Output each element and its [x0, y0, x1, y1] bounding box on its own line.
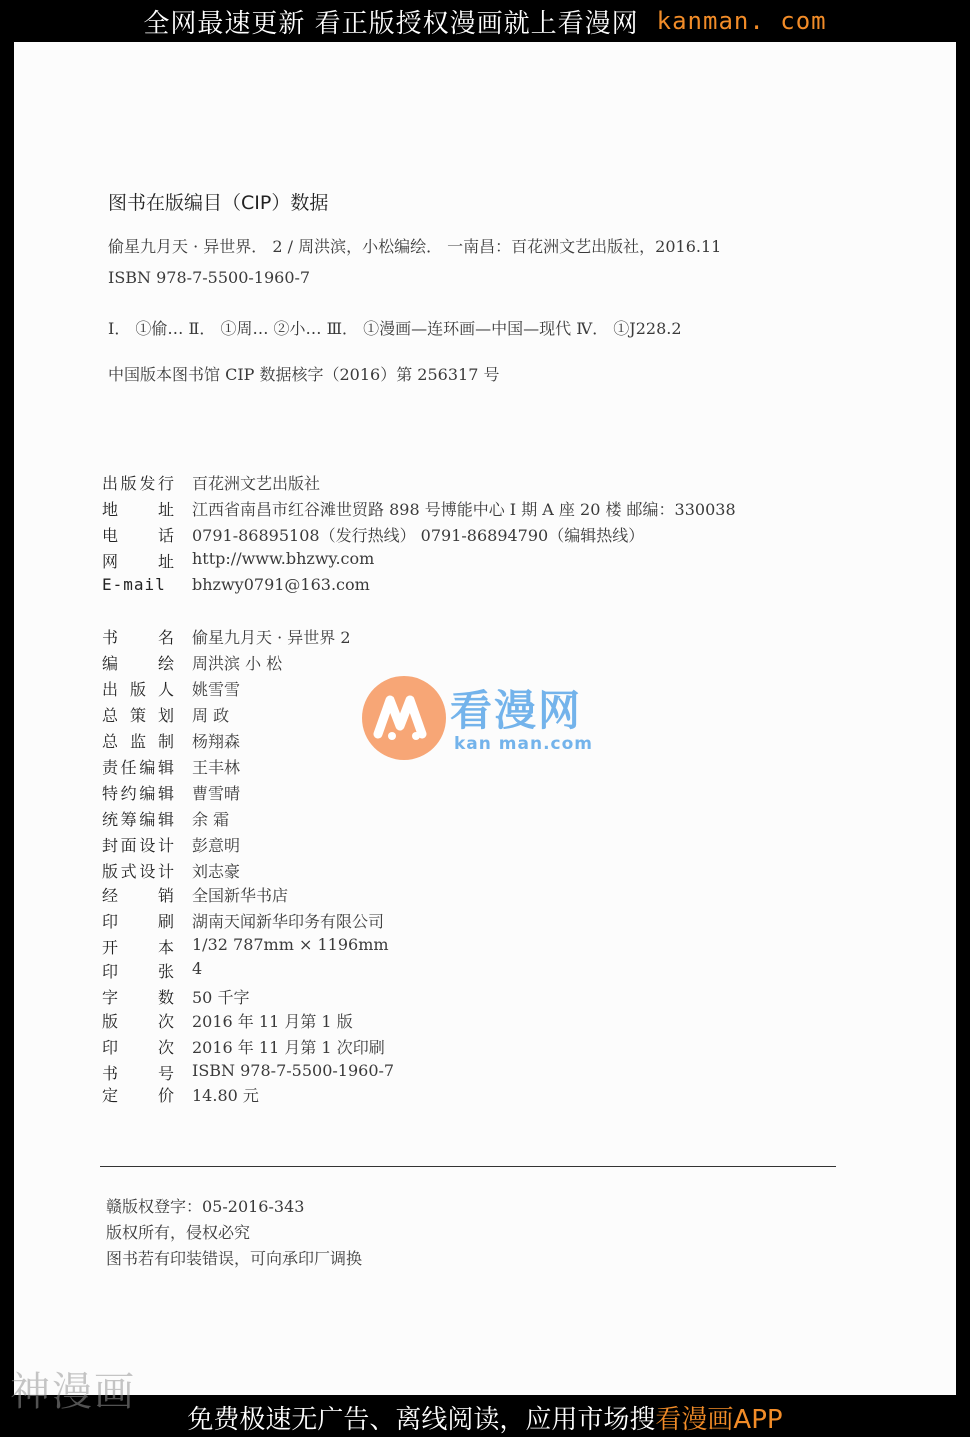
label-char: 设 [139, 836, 156, 855]
cip-classification: Ⅰ． ①偷… Ⅱ． ①周… ②小… Ⅲ． ①漫画—连环画—中国—现代 Ⅳ． ①J228.2 [108, 319, 682, 338]
label-char: 监 [129, 732, 146, 751]
label-char: 计 [157, 862, 174, 881]
bottom-banner-app[interactable]: 看漫画APP [655, 1404, 783, 1435]
label-char: 张 [157, 962, 174, 981]
label-char: 开 [102, 938, 119, 957]
label-char: 号 [157, 1064, 174, 1083]
label-char: 行 [157, 474, 174, 493]
label-char: 制 [157, 732, 174, 751]
publisher-row [102, 523, 644, 546]
publisher-value: bhzwy0791@163.com [192, 575, 370, 594]
book-label [102, 1083, 174, 1106]
label-char: 刷 [157, 912, 174, 931]
divider [100, 1166, 836, 1167]
book-value: 姚雪雪 [192, 680, 241, 699]
label-char: 式 [120, 862, 137, 881]
label-char: 统 [102, 810, 119, 829]
book-row [102, 677, 240, 700]
bottom-banner [0, 1397, 970, 1437]
label-char: 辑 [157, 784, 174, 803]
footer-copyright-reg: 赣版权登字：05-2016-343 [106, 1197, 305, 1216]
book-value: 周洪滨 小 松 [192, 654, 283, 673]
publisher-value: 百花洲文艺出版社 [192, 474, 321, 493]
label-char: 面 [120, 836, 137, 855]
book-label [102, 807, 174, 830]
book-value: 1/32 787mm × 1196mm [192, 935, 389, 954]
book-label [102, 781, 174, 804]
book-row [102, 833, 240, 856]
book-label [102, 651, 174, 674]
book-value: 2016 年 11 月第 1 版 [192, 1012, 353, 1031]
label-char: 电 [102, 526, 119, 545]
label-char: 网 [102, 552, 119, 571]
label-char: 发 [139, 474, 156, 493]
book-label [102, 985, 174, 1008]
label-char: 址 [157, 500, 174, 519]
publisher-row [102, 549, 374, 572]
book-value: 曹雪晴 [192, 784, 241, 803]
book-label [102, 625, 174, 648]
label-char: 设 [139, 862, 156, 881]
label-char: 任 [120, 758, 137, 777]
publisher-row [102, 497, 736, 520]
book-row [102, 1083, 259, 1106]
book-value: ISBN 978-7-5500-1960-7 [192, 1061, 395, 1080]
book-label [102, 1061, 174, 1084]
kanman-logo-icon [360, 674, 450, 764]
label-char: 约 [120, 784, 137, 803]
top-banner-site[interactable]: kanman. com [656, 7, 827, 35]
publisher-label [102, 523, 174, 546]
publisher-label [102, 471, 174, 494]
cip-number: 中国版本图书馆 CIP 数据核字（2016）第 256317 号 [108, 365, 500, 384]
publisher-row [102, 471, 320, 494]
label-char: 筹 [120, 810, 137, 829]
label-char: 人 [157, 680, 174, 699]
publisher-value: 0791-86895108（发行热线） 0791-86894790（编辑热线） [192, 526, 645, 545]
book-label [102, 959, 174, 982]
book-row [102, 625, 351, 648]
top-banner [0, 0, 970, 42]
label-char: 绘 [157, 654, 174, 673]
book-row [102, 807, 229, 830]
publisher-value: 江西省南昌市红谷滩世贸路 898 号博能中心 I 期 A 座 20 楼 邮编：330038 [192, 500, 736, 519]
kanman-watermark [360, 674, 610, 764]
book-row [102, 1061, 394, 1084]
top-banner-text: 全网最速更新 看正版授权漫画就上看漫网 [143, 8, 639, 39]
label-char: 出 [102, 474, 119, 493]
label-char: 书 [102, 1064, 119, 1083]
book-value: 偷星九月天 · 异世界 2 [192, 628, 351, 647]
label-char: 印 [102, 1038, 119, 1057]
footer-rights: 版权所有，侵权必究 [106, 1223, 251, 1242]
label-char: 版 [120, 474, 137, 493]
book-label [102, 729, 174, 752]
label-char: 版 [129, 680, 146, 699]
book-row [102, 909, 384, 932]
book-value: 周 政 [192, 706, 230, 725]
label-char: 出 [102, 680, 119, 699]
label-char: 销 [157, 886, 174, 905]
label-char: 编 [102, 654, 119, 673]
book-label [102, 677, 174, 700]
label-char: 划 [157, 706, 174, 725]
label-char: 次 [157, 1012, 174, 1031]
book-row [102, 703, 229, 726]
book-row [102, 755, 240, 778]
corner-logo: 神漫画 [10, 1369, 136, 1415]
cip-title: 图书在版编目（CIP）数据 [108, 192, 329, 214]
book-label [102, 1035, 174, 1058]
label-char: 版 [102, 1012, 119, 1031]
book-label [102, 883, 174, 906]
book-value: 50 千字 [192, 988, 250, 1007]
label-char: 编 [139, 784, 156, 803]
book-value: 湖南天闻新华印务有限公司 [192, 912, 385, 931]
label-char: 辑 [157, 810, 174, 829]
book-row [102, 935, 389, 958]
book-value: 2016 年 11 月第 1 次印刷 [192, 1038, 385, 1057]
label-char: 计 [157, 836, 174, 855]
book-row [102, 781, 240, 804]
book-row [102, 985, 249, 1008]
label-char: 总 [102, 706, 119, 725]
book-value: 4 [192, 959, 203, 978]
label-char: 总 [102, 732, 119, 751]
label-char: E-mail [102, 575, 166, 594]
label-char: 责 [102, 758, 119, 777]
label-char: 地 [102, 500, 119, 519]
publisher-label [102, 575, 174, 594]
copyright-page [14, 42, 956, 1395]
label-char: 编 [139, 758, 156, 777]
label-char: 辑 [157, 758, 174, 777]
label-char: 本 [157, 938, 174, 957]
publisher-row [102, 575, 370, 594]
label-char: 址 [157, 552, 174, 571]
book-row [102, 729, 240, 752]
book-label [102, 1009, 174, 1032]
publisher-value: http://www.bhzwy.com [192, 549, 375, 568]
watermark-domain: kan man.com [454, 734, 594, 754]
label-char: 定 [102, 1086, 119, 1105]
label-char: 字 [102, 988, 119, 1007]
book-value: 全国新华书店 [192, 886, 289, 905]
book-label [102, 755, 174, 778]
book-value: 杨翔森 [192, 732, 241, 751]
bottom-banner-text: 免费极速无广告、离线阅读，应用市场搜 [187, 1404, 656, 1435]
publisher-label [102, 497, 174, 520]
watermark-name: 看漫网 [450, 686, 583, 735]
book-row [102, 959, 202, 982]
book-label [102, 833, 174, 856]
book-row [102, 651, 282, 674]
book-row [102, 883, 288, 906]
cip-line-1: 偷星九月天 · 异世界． 2 / 周洪滨，小松编绘． 一南昌：百花洲文艺出版社，2016.11 [108, 237, 722, 256]
label-char: 数 [157, 988, 174, 1007]
book-value: 王丰林 [192, 758, 241, 777]
book-label [102, 859, 174, 882]
book-label [102, 935, 174, 958]
book-label [102, 703, 174, 726]
label-char: 编 [139, 810, 156, 829]
book-value: 刘志豪 [192, 862, 241, 881]
label-char: 策 [129, 706, 146, 725]
label-char: 印 [102, 912, 119, 931]
label-char: 特 [102, 784, 119, 803]
label-char: 次 [157, 1038, 174, 1057]
label-char: 价 [157, 1086, 174, 1105]
label-char: 封 [102, 836, 119, 855]
label-char: 印 [102, 962, 119, 981]
book-row [102, 1009, 353, 1032]
label-char: 版 [102, 862, 119, 881]
label-char: 经 [102, 886, 119, 905]
cip-isbn: ISBN 978-7-5500-1960-7 [108, 268, 311, 287]
publisher-label [102, 549, 174, 572]
book-label [102, 909, 174, 932]
book-row [102, 859, 240, 882]
book-value: 余 霜 [192, 810, 230, 829]
book-value: 彭意明 [192, 836, 241, 855]
book-value: 14.80 元 [192, 1086, 259, 1105]
label-char: 名 [157, 628, 174, 647]
label-char: 书 [102, 628, 119, 647]
footer-replace: 图书若有印装错误，可向承印厂调换 [106, 1249, 363, 1268]
book-row [102, 1035, 385, 1058]
label-char: 话 [157, 526, 174, 545]
